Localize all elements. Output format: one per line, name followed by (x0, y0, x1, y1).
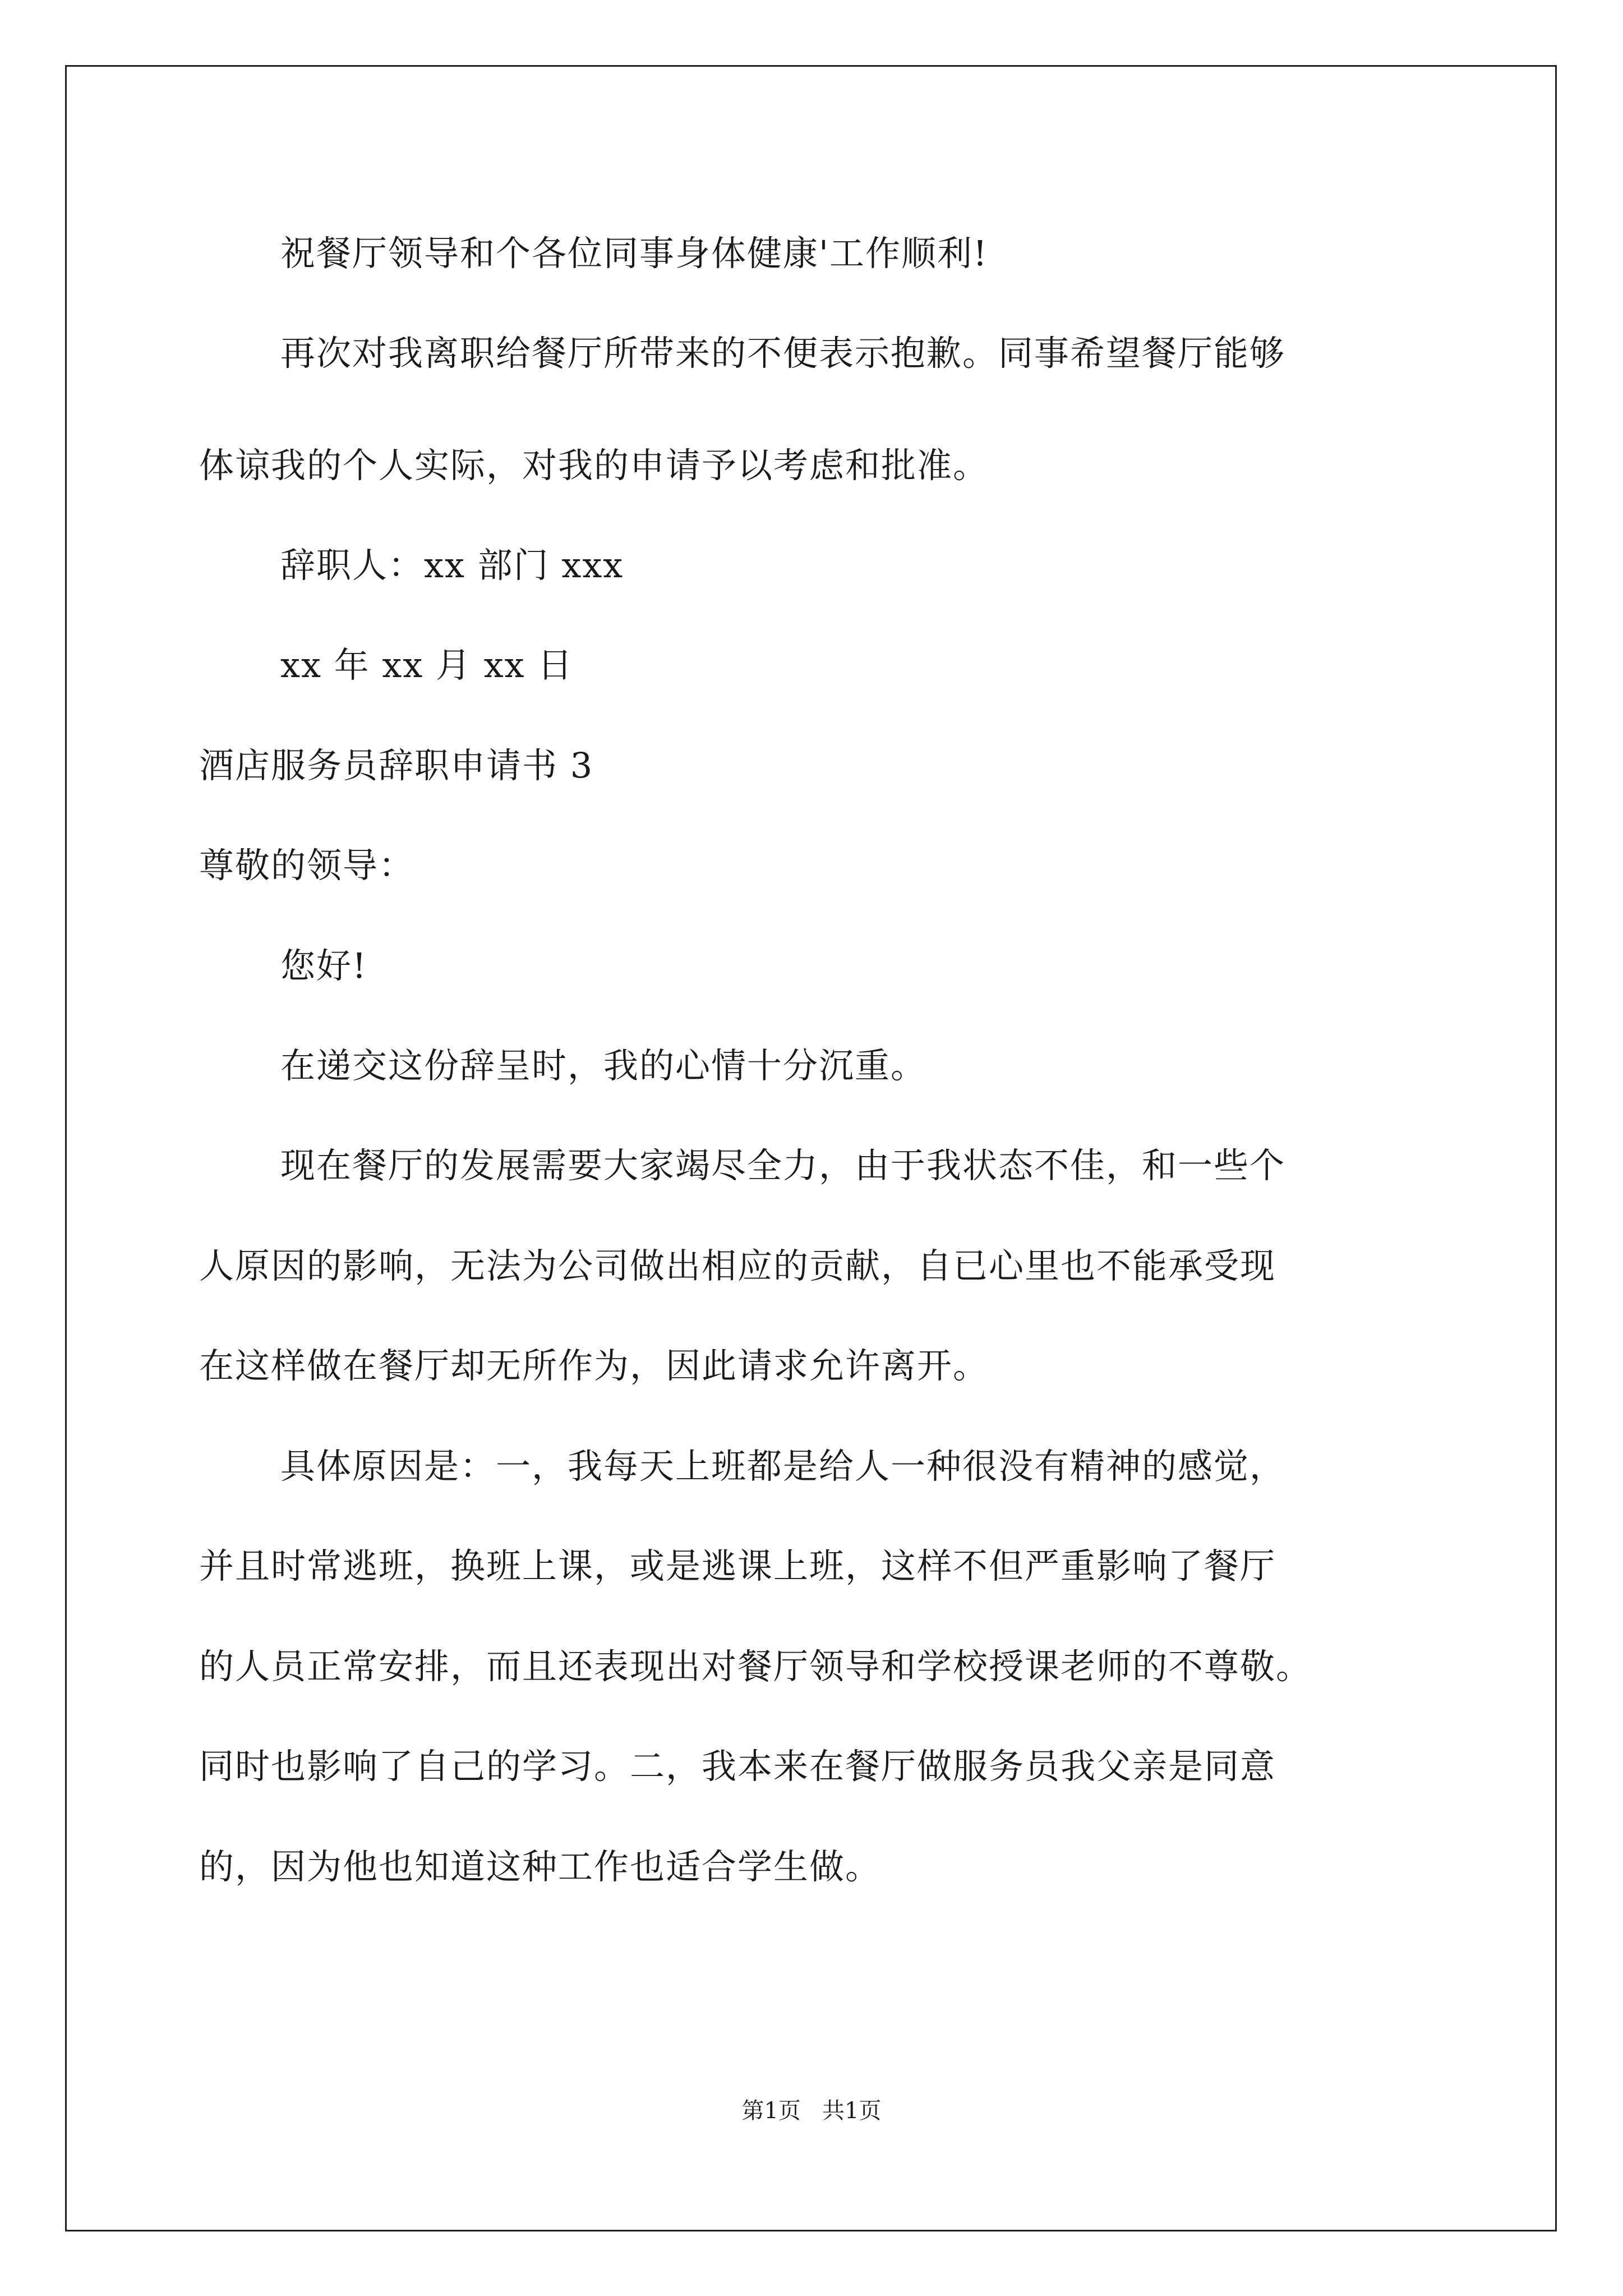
apology-paragraph-line-2: 体谅我的个人实际，对我的申请予以考虑和批准。 (199, 445, 989, 486)
closing-wish: 祝餐厅领导和个各位同事身体健康'工作顺利! (280, 233, 988, 274)
detail-paragraph-line-3: 的人员正常安排，而且还表现出对餐厅领导和学校授课老师的不尊敬。 (199, 1646, 1312, 1687)
opening-paragraph: 在递交这份辞呈时，我的心情十分沉重。 (280, 1045, 927, 1086)
reason-paragraph-line-1: 现在餐厅的发展需要大家竭尽全力，由于我状态不佳，和一些个 (280, 1145, 1286, 1186)
detail-paragraph-line-5: 的，因为他也知道这种工作也适合学生做。 (199, 1846, 882, 1887)
page-footer: 第1页 共1页 (741, 2098, 882, 2124)
greeting: 您好! (280, 945, 367, 986)
section-title: 酒店服务员辞职申请书 3 (199, 745, 594, 786)
reason-paragraph-line-2: 人原因的影响，无法为公司做出相应的贡献，自已心里也不能承受现 (199, 1245, 1276, 1286)
reason-paragraph-line-3: 在这样做在餐厅却无所作为，因此请求允许离开。 (199, 1345, 989, 1386)
apology-paragraph-line-1: 再次对我离职给餐厅所带来的不便表示抱歉。同事希望餐厅能够 (280, 333, 1286, 374)
signature-line: 辞职人：xx 部门 xxx (280, 545, 624, 586)
date-line: xx 年 xx 月 xx 日 (280, 645, 574, 685)
salutation: 尊敬的领导： (199, 845, 415, 886)
detail-paragraph-line-4: 同时也影响了自己的学习。二，我本来在餐厅做服务员我父亲是同意 (199, 1746, 1276, 1787)
detail-paragraph-line-2: 并且时常逃班，换班上课，或是逃课上班，这样不但严重影响了餐厅 (199, 1545, 1276, 1586)
detail-paragraph-line-1: 具体原因是：一，我每天上班都是给人一种很没有精神的感觉， (280, 1446, 1286, 1487)
